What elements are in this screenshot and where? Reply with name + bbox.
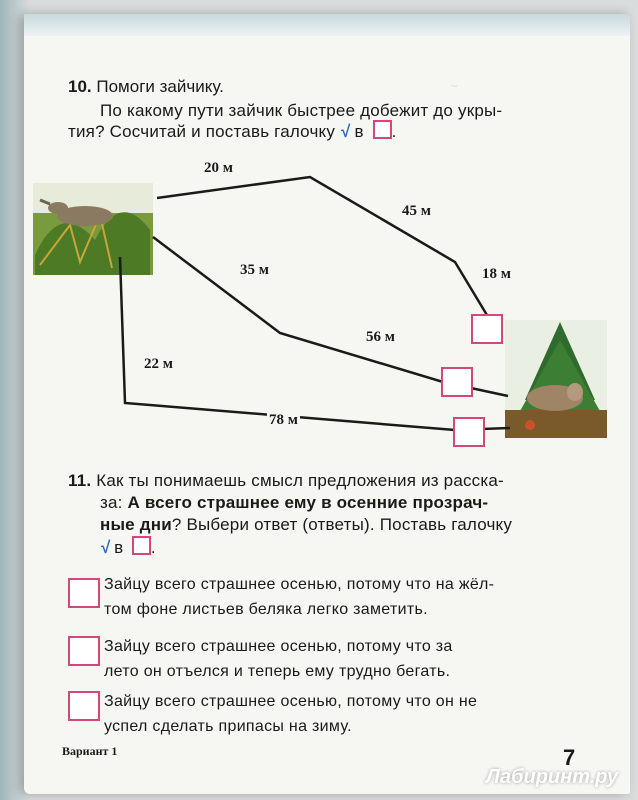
show-through-text: ~ [450,78,459,94]
route-top [157,177,502,340]
page-number: 7 [563,745,576,770]
option-2-line2: лето он отъелся и теперь ему трудно бегать. [104,663,451,680]
watermark-logo: Лабиринт.ру [486,766,619,788]
distance-label-18: 18 м [482,266,511,282]
variant-label: Вариант 1 [62,744,118,758]
answer-box-bottom-route[interactable] [453,417,485,447]
distance-label-45: 45 м [402,203,431,219]
task11-quote-part1: А всего страшнее ему в осенние прозрач- [127,493,489,512]
task11-line3-rest: ? Выбери ответ (ответы). Поставь галочку [171,515,513,534]
option-2-line1: Зайцу всего страшнее осенью, потому что за [104,638,453,655]
sample-checkbox [132,536,151,555]
option-1-text [104,572,564,622]
task11-line2-prefix: за: [100,493,123,512]
checkmark-icon: √ [339,122,350,141]
hare-start-illustration [33,183,153,275]
distance-label-78: 78 м [269,412,298,428]
answer-box-middle-route[interactable] [441,367,473,397]
checkmark-icon: √ [100,538,110,557]
task10-number: 10. [68,77,92,96]
task11-period: . [150,538,156,557]
option-3-line1: Зайцу всего страшнее осенью, потому что он не [104,693,478,710]
option-3-text [104,689,564,739]
option-2-checkbox[interactable] [68,636,100,666]
task11-line3 [100,514,512,535]
option-2-text [104,634,564,684]
task11-number: 11. [68,471,92,490]
task10-line2-text: тия? Сосчитай и поставь галочку [68,122,336,141]
option-1-checkbox[interactable] [68,578,100,608]
task11-in-word: в [114,538,124,557]
distance-label-35: 35 м [240,262,269,278]
task10-in-word: в [354,122,364,141]
task11-line1-text: Как ты понимаешь смысл предложения из расска- [96,471,504,490]
distance-label-22: 22 м [144,356,173,372]
distance-label-20: 20 м [204,160,233,176]
option-3-checkbox[interactable] [68,691,100,721]
distance-label-56: 56 м [366,329,395,345]
task10-title: Помоги зайчику. [96,77,224,96]
task11-quote-part2: ные дни [100,515,172,534]
task11-line4 [100,536,156,558]
task10-period: . [391,122,397,141]
answer-box-top-route[interactable] [471,314,503,344]
option-1-line2: том фоне листьев беляка легко заметить. [104,601,428,618]
task11-line2 [100,492,488,513]
option-3-line2: успел сделать припасы на зиму. [104,718,352,735]
option-1-line1: Зайцу всего страшнее осенью, потому что на жёл- [104,576,495,593]
task10-line1: По какому пути зайчик быстрее добежит до укры- [100,101,503,120]
shelter-illustration [505,320,607,438]
task11-line1 [68,470,504,491]
